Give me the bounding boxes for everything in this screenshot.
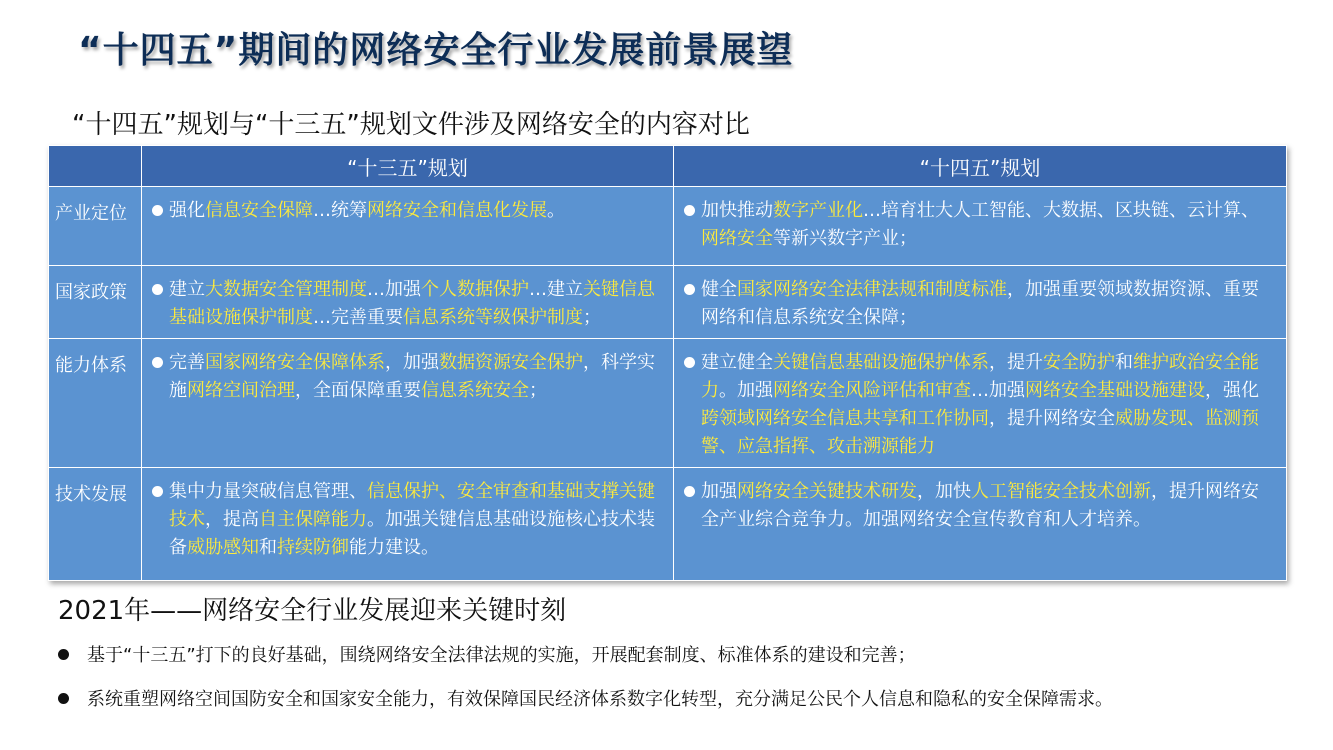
bullet-icon xyxy=(152,486,163,497)
column-header-14th-plan: “十四五”规划 xyxy=(674,146,1287,187)
text-segment: …培育壮大人工智能、大数据、区块链、云计算、 xyxy=(863,200,1259,221)
highlighted-text: 个人数据保护 xyxy=(421,279,529,300)
text-segment: 。加强 xyxy=(719,380,773,401)
table-row xyxy=(49,339,1287,468)
cell-13th-plan xyxy=(142,339,674,468)
bullet-icon xyxy=(152,284,163,295)
text-segment: …加强 xyxy=(367,279,421,300)
cell-13th-plan xyxy=(142,468,674,581)
highlighted-text: 安全防护 xyxy=(1043,352,1115,373)
bullet-icon xyxy=(684,205,695,216)
cell-14th-plan xyxy=(674,266,1287,339)
row-label: 技术发展 xyxy=(49,468,142,581)
highlighted-text: 关键信息基础设施保护体系 xyxy=(773,352,989,373)
highlighted-text: 人工智能安全技术创新 xyxy=(971,481,1151,502)
highlighted-text: 关键信息基础设施保护制度 xyxy=(169,279,655,328)
text-segment: ，强化 xyxy=(1205,380,1259,401)
bullet-icon xyxy=(684,357,695,368)
comparison-table xyxy=(48,145,1287,581)
text-segment: ，科学实施 xyxy=(169,352,655,401)
text-segment: ，加快 xyxy=(917,481,971,502)
text-segment: ，提升网络安全 xyxy=(989,408,1115,429)
highlighted-text: 信息系统等级保护制度 xyxy=(403,307,583,328)
column-header-13th-plan: “十三五”规划 xyxy=(142,146,674,187)
text-segment: 能力建设。 xyxy=(349,537,439,558)
row-label: 国家政策 xyxy=(49,266,142,339)
highlighted-text: 威胁发现、监测预警、应急指挥、攻击溯源能力 xyxy=(701,408,1259,457)
text-segment: 等新兴数字产业； xyxy=(773,228,917,249)
highlighted-text: 大数据安全管理制度 xyxy=(205,279,367,300)
bullet-icon xyxy=(684,486,695,497)
text-segment: ，加强 xyxy=(385,352,439,373)
highlighted-text: 网络空间治理 xyxy=(187,380,295,401)
corner-header xyxy=(49,146,142,187)
highlighted-text: 网络安全基础设施建设 xyxy=(1025,380,1205,401)
text-segment: 。 xyxy=(547,200,565,221)
row-label: 能力体系 xyxy=(49,339,142,468)
highlighted-text: 国家网络安全保障体系 xyxy=(205,352,385,373)
highlighted-text: 网络安全关键技术研发 xyxy=(737,481,917,502)
bullet-icon xyxy=(58,693,69,704)
text-segment: 建立健全 xyxy=(701,352,773,373)
highlighted-text: 网络安全 xyxy=(701,228,773,249)
cell-text xyxy=(169,197,663,225)
text-segment: 和 xyxy=(259,537,277,558)
list-item-text: 系统重塑网络空间国防安全和国家安全能力，有效保障国民经济体系数字化转型，充分满足公民个人信息和隐私的安全保障需求。 xyxy=(87,689,1113,710)
table-row xyxy=(49,468,1287,581)
bullet-icon xyxy=(58,649,69,660)
text-segment: 强化 xyxy=(169,200,205,221)
text-segment: ； xyxy=(529,380,547,401)
text-segment: ，加强重要领域数据资源、重要网络和信息系统安全保障； xyxy=(701,279,1259,328)
table-row xyxy=(49,187,1287,266)
cell-13th-plan xyxy=(142,187,674,266)
text-segment: ； xyxy=(583,307,601,328)
page-title: “十四五”期间的网络安全行业发展前景展望 xyxy=(78,30,794,71)
list-item-text: 基于“十三五”打下的良好基础，围绕网络安全法律法规的实施，开展配套制度、标准体系的建设和完善； xyxy=(87,645,916,666)
highlighted-text: 信息系统安全 xyxy=(421,380,529,401)
text-segment: ，提升网络安全产业综合竞争力。加强网络安全宣传教育和人才培养。 xyxy=(701,481,1259,530)
highlighted-text: 信息安全保障 xyxy=(205,200,313,221)
bullet-icon xyxy=(684,284,695,295)
cell-text xyxy=(701,197,1276,253)
highlighted-text: 数据资源安全保护 xyxy=(439,352,583,373)
cell-14th-plan xyxy=(674,468,1287,581)
highlighted-text: 信息保护、安全审查和基础支撑关键技术 xyxy=(169,481,655,530)
highlighted-text: 跨领域网络安全信息共享和工作协同 xyxy=(701,408,989,429)
table-caption: “十四五”规划与“十三五”规划文件涉及网络安全的内容对比 xyxy=(72,110,750,140)
text-segment: 完善 xyxy=(169,352,205,373)
list-item xyxy=(58,676,1318,720)
bullet-icon xyxy=(152,205,163,216)
cell-text xyxy=(701,478,1276,534)
list-item xyxy=(58,632,1318,676)
text-segment: …完善重要 xyxy=(313,307,403,328)
text-segment: ，全面保障重要 xyxy=(295,380,421,401)
text-segment: …加强 xyxy=(971,380,1025,401)
highlighted-text: 数字产业化 xyxy=(773,200,863,221)
bullet-icon xyxy=(152,357,163,368)
highlighted-text: 自主保障能力 xyxy=(259,509,367,530)
text-segment: 加快推动 xyxy=(701,200,773,221)
text-segment: 集中力量突破信息管理、 xyxy=(169,481,367,502)
row-label: 产业定位 xyxy=(49,187,142,266)
bullet-list xyxy=(58,632,1318,720)
highlighted-text: 持续防御 xyxy=(277,537,349,558)
text-segment: 建立 xyxy=(169,279,205,300)
text-segment: …建立 xyxy=(529,279,583,300)
cell-text xyxy=(169,276,663,332)
cell-text xyxy=(701,276,1276,332)
text-segment: 健全 xyxy=(701,279,737,300)
section-heading: 2021年——网络安全行业发展迎来关键时刻 xyxy=(58,596,567,626)
highlighted-text: 维护政治安全能力 xyxy=(701,352,1259,401)
text-segment: ，提升 xyxy=(989,352,1043,373)
cell-text xyxy=(169,349,663,405)
cell-13th-plan xyxy=(142,266,674,339)
text-segment: ，提高 xyxy=(205,509,259,530)
table-header-row xyxy=(49,146,1287,187)
highlighted-text: 网络安全风险评估和审查 xyxy=(773,380,971,401)
cell-text xyxy=(701,349,1276,461)
text-segment: 。加强关键信息基础设施核心技术装备 xyxy=(169,509,655,558)
highlighted-text: 网络安全和信息化发展 xyxy=(367,200,547,221)
cell-14th-plan xyxy=(674,187,1287,266)
text-segment: 和 xyxy=(1115,352,1133,373)
cell-text xyxy=(169,478,663,562)
highlighted-text: 威胁感知 xyxy=(187,537,259,558)
text-segment: 加强 xyxy=(701,481,737,502)
highlighted-text: 国家网络安全法律法规和制度标准 xyxy=(737,279,1007,300)
text-segment: …统筹 xyxy=(313,200,367,221)
cell-14th-plan xyxy=(674,339,1287,468)
table-row xyxy=(49,266,1287,339)
